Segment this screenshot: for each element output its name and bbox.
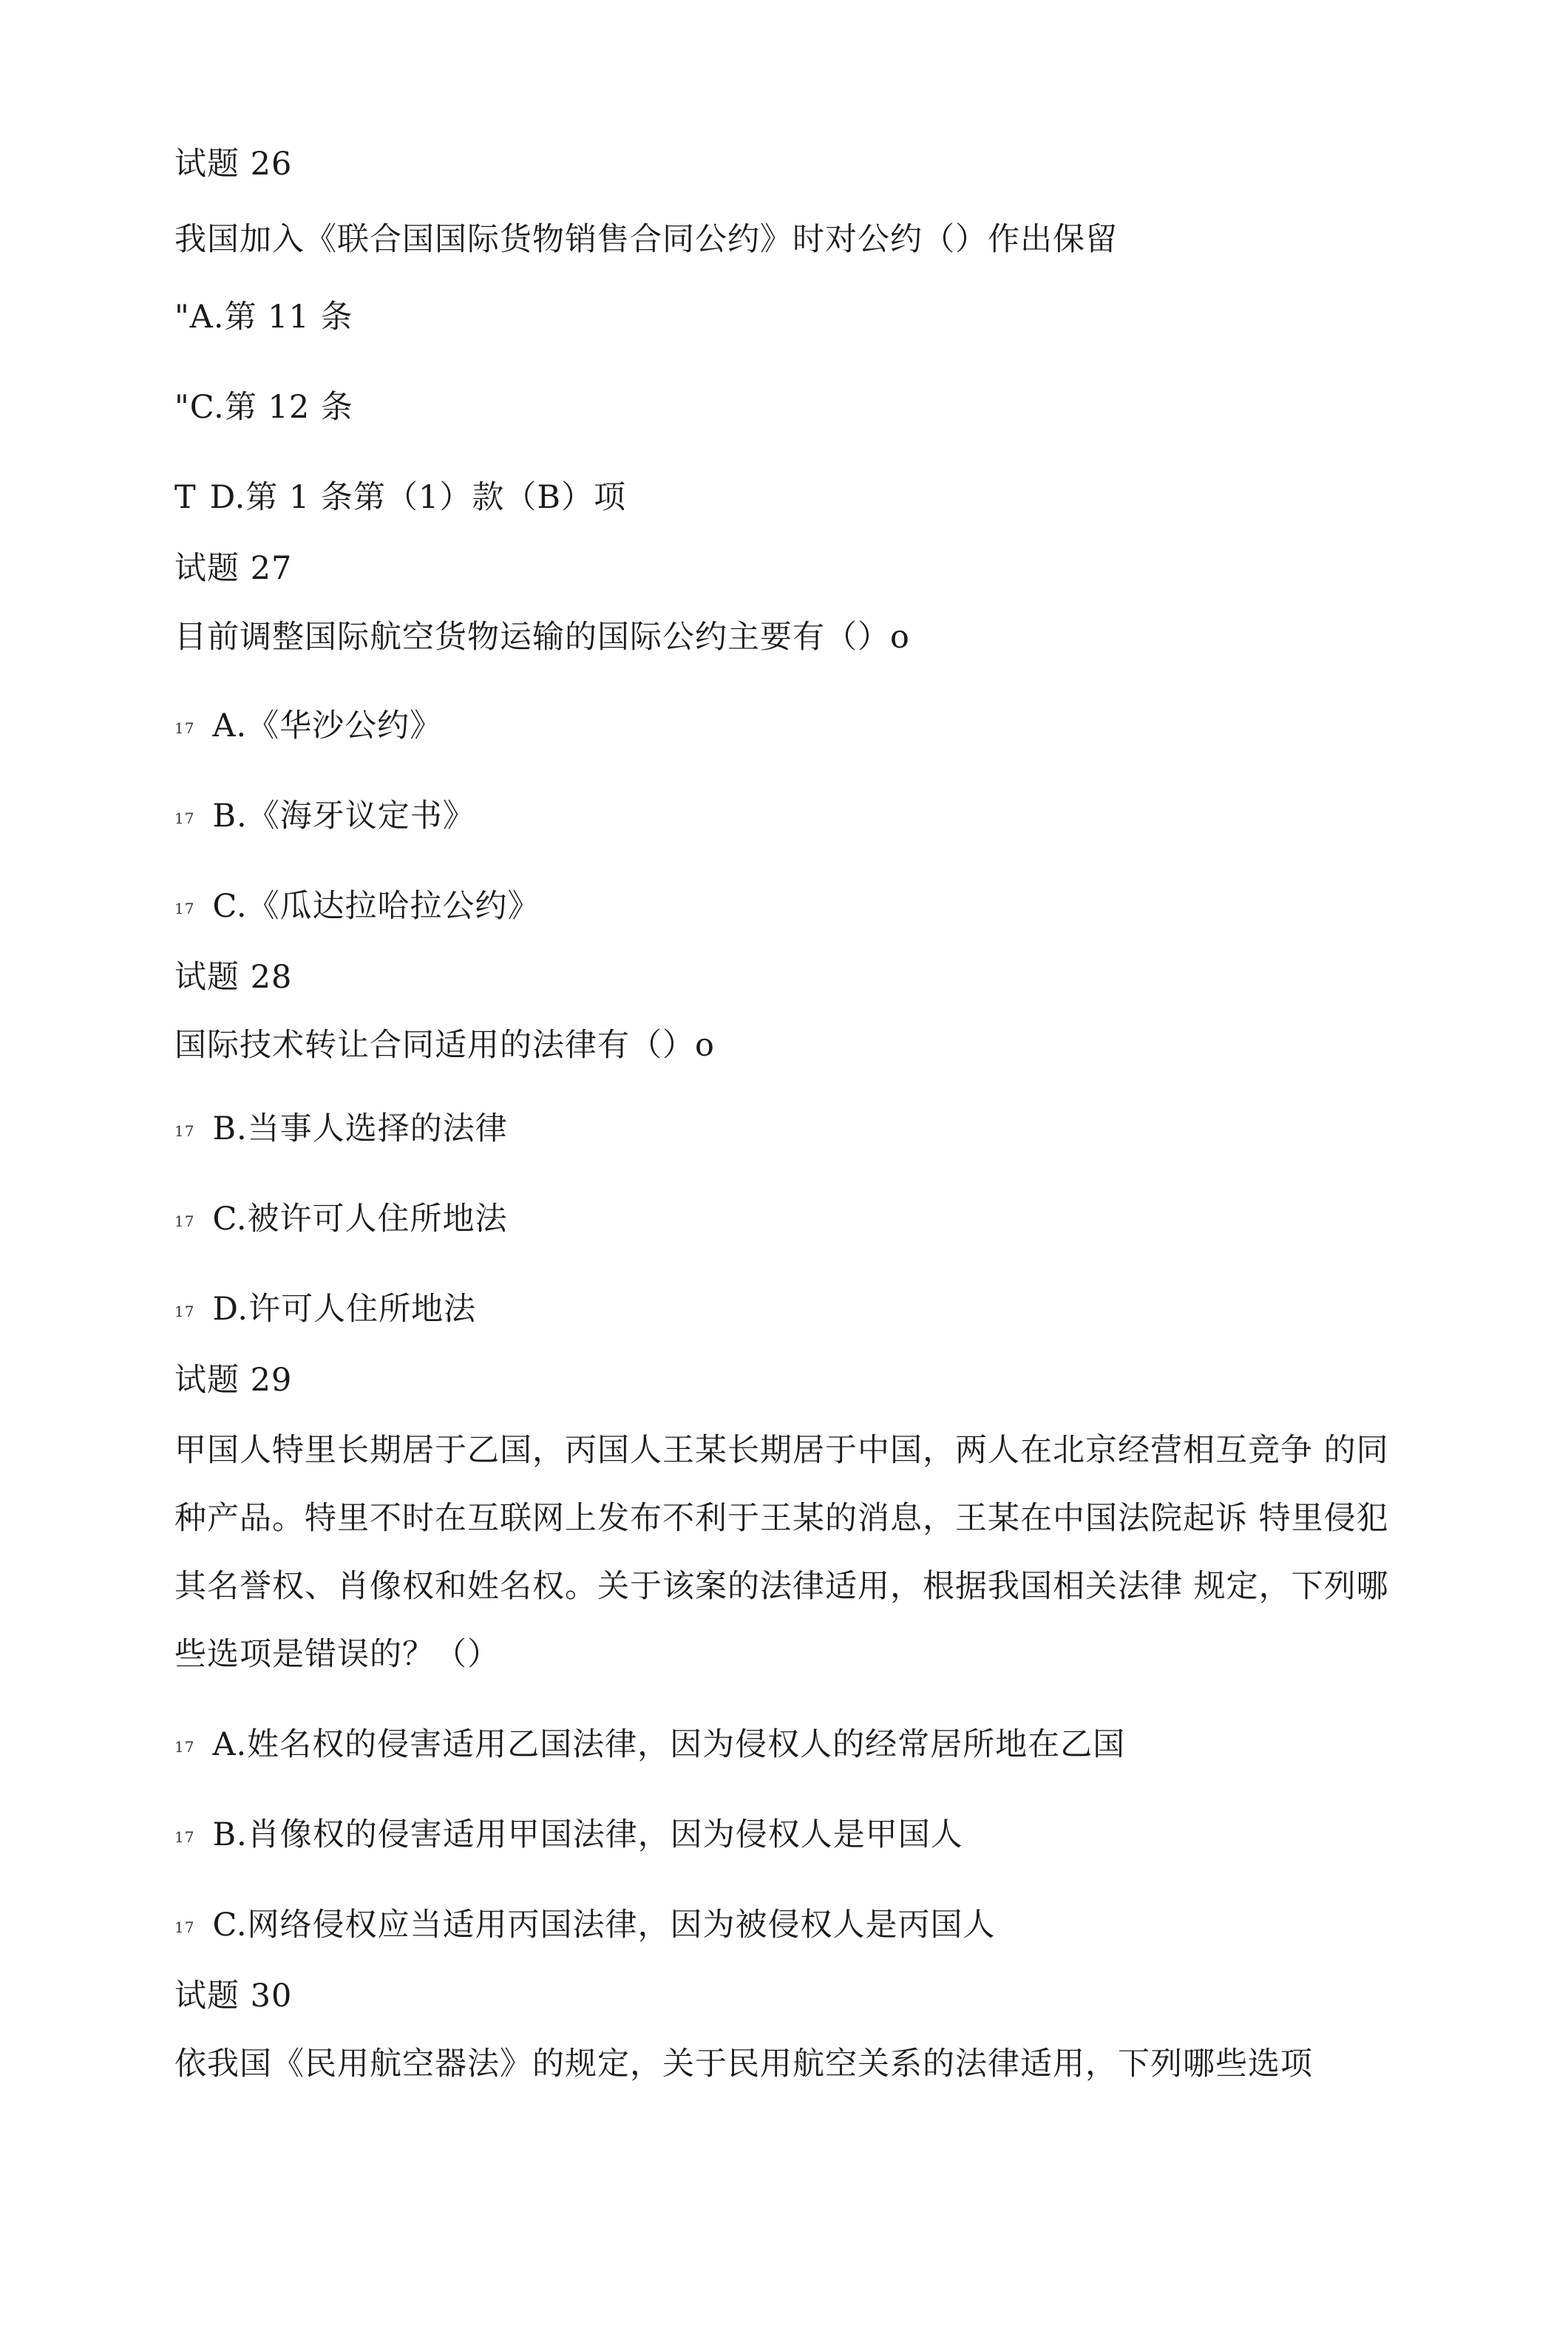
option-marker: 17: [174, 1918, 195, 1936]
option-text: B.《海牙议定书》: [212, 798, 475, 835]
question-title: 试题 28: [174, 959, 293, 996]
option-item: [174, 1197, 508, 1243]
option-marker: 17: [174, 900, 195, 917]
option-item: [174, 295, 353, 339]
option-marker: 17: [174, 1122, 195, 1140]
question-text: 其名誉权、肖像权和姓名权。关于该案的法律适用，根据我国相关法律 规定，下列哪: [174, 1568, 1389, 1605]
question-title: 试题 26: [174, 146, 293, 183]
option-marker: T: [174, 479, 197, 516]
option-marker: 17: [174, 1303, 195, 1320]
question-text: 目前调整国际航空货物运输的国际公约主要有（）o: [174, 619, 910, 656]
option-item: [174, 475, 626, 520]
option-text: A.《华沙公约》: [212, 707, 443, 744]
option-text: C.网络侵权应当适用丙国法律，因为被侵权人是丙国人: [212, 1907, 996, 1944]
option-text: C.《瓜达拉哈拉公约》: [212, 888, 540, 925]
option-item: [174, 385, 353, 430]
option-text: C.被许可人住所地法: [212, 1201, 508, 1238]
option-marker: ": [174, 299, 190, 336]
option-text: B.肖像权的侵害适用甲国法律，因为侵权人是甲国人: [212, 1816, 963, 1853]
option-marker: 17: [174, 1828, 195, 1846]
option-item: [174, 794, 475, 841]
option-text: A.第 11 条: [189, 299, 353, 336]
option-text: D.第 1 条第（1）款（B）项: [209, 479, 626, 516]
question-title: 试题 27: [174, 550, 293, 587]
option-item: [174, 1813, 963, 1859]
option-text: D.许可人住所地法: [212, 1291, 477, 1328]
option-text: C.第 12 条: [189, 389, 353, 426]
question-text: 些选项是错误的？（）: [174, 1636, 500, 1673]
question-title: 试题 29: [174, 1362, 293, 1399]
question-text: 我国加入《联合国国际货物销售合同公约》时对公约（）作出保留: [174, 221, 1118, 258]
option-item: [174, 1903, 996, 1949]
option-item: [174, 1722, 1125, 1769]
option-item: [174, 1107, 508, 1153]
option-marker: 17: [174, 1212, 195, 1230]
option-marker: 17: [174, 719, 195, 737]
option-text: B.当事人选择的法律: [212, 1110, 508, 1147]
option-marker: ": [174, 389, 190, 426]
option-item: [174, 1287, 476, 1334]
option-marker: 17: [174, 1738, 195, 1756]
question-text: 国际技术转让合同适用的法律有（）o: [174, 1027, 715, 1064]
option-text: A.姓名权的侵害适用乙国法律，因为侵权人的经常居所地在乙国: [212, 1726, 1126, 1763]
option-marker: 17: [174, 809, 195, 827]
question-text: 种产品。特里不时在互联网上发布不利于王某的消息，王某在中国法院起诉 特里侵犯: [174, 1500, 1389, 1537]
question-title: 试题 30: [174, 1978, 293, 2015]
option-item: [174, 884, 540, 931]
option-item: [174, 704, 442, 750]
question-text: 依我国《民用航空器法》的规定，关于民用航空关系的法律适用，下列哪些选项: [174, 2046, 1313, 2083]
question-text: 甲国人特里长期居于乙国，丙国人王某长期居于中国，两人在北京经营相互竞争 的同: [174, 1432, 1389, 1469]
